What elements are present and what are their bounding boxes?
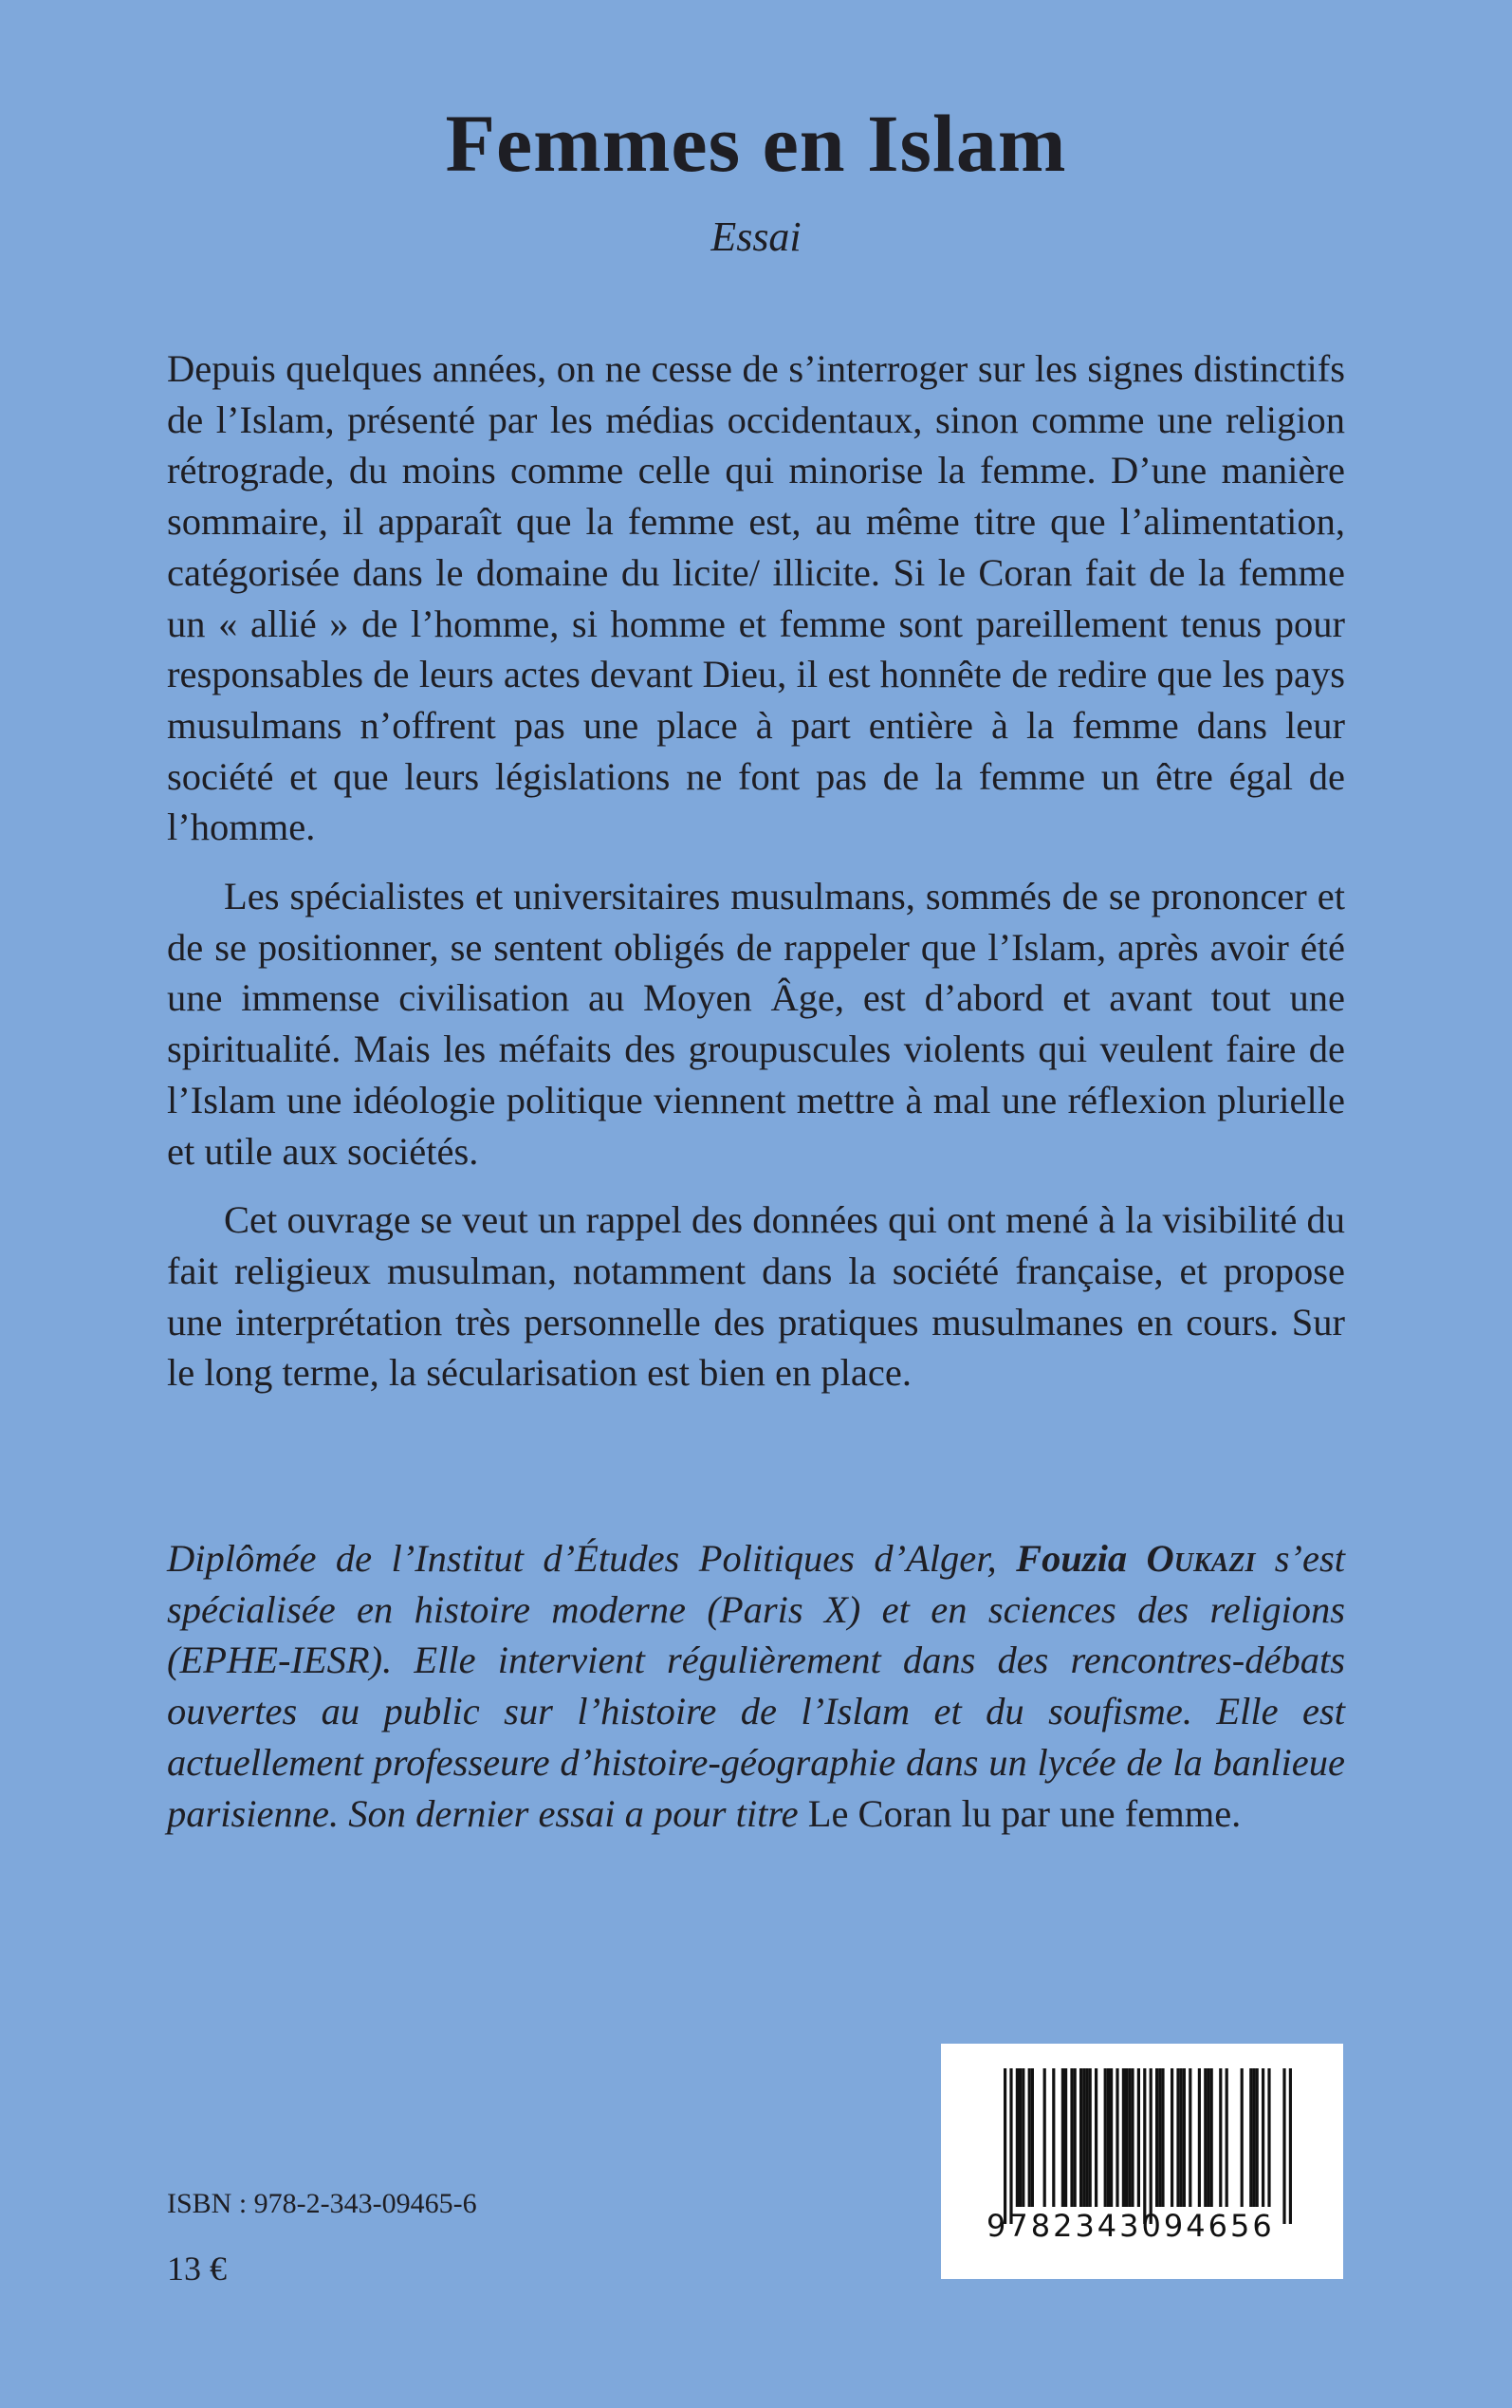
barcode-bar [1009, 2068, 1012, 2224]
barcode-bar [1022, 2068, 1024, 2207]
price-label: 13 € [167, 2250, 227, 2288]
barcode-bar [1249, 2068, 1252, 2207]
barcode-bar [1289, 2068, 1292, 2224]
barcode-bar [1019, 2068, 1022, 2207]
barcode-bar [1198, 2068, 1201, 2207]
bio-intro: Diplômée de l’Institut d’Études Politiques d’Alger, [167, 1537, 997, 1580]
barcode-bar [1064, 2068, 1067, 2207]
author-last-name: Oukazi [1146, 1537, 1256, 1580]
blurb-paragraph-3: Cet ouvrage se veut un rappel des données qui ont mené à la visibilité du fait religieux musulman, notamment dans la société française, et propose une interprétation très personnelle des pratiques musulmanes en cours. Sur le long terme, la sécularisation est bien en place. [167, 1198, 1345, 1395]
barcode-bar [1143, 2068, 1146, 2224]
blurb [167, 343, 1345, 1417]
barcode-bar [1125, 2068, 1128, 2207]
barcode-bar [1161, 2068, 1164, 2207]
barcode-bar [1043, 2068, 1046, 2207]
barcode-bar [1061, 2068, 1064, 2207]
barcode-bar [1171, 2068, 1173, 2207]
barcode-bar [1262, 2068, 1264, 2207]
barcode-bar [1210, 2068, 1213, 2207]
blurb-paragraph-2: Les spécialistes et universitaires musulmans, sommés de se prononcer et de se positionner, se sentent obligés de rappeler que l’Islam, après avoir été une immense civilisation au Moyen Âge, est d’abord et avant tout une spiritualité. Mais les méfaits des groupuscules violents qui veulent faire de l’Islam une idéologie politique viennent mettre à mal une réflexion plurielle et utile aux sociétés. [167, 875, 1345, 1173]
barcode-bar [1267, 2068, 1270, 2207]
book-subtitle: Essai [710, 213, 802, 260]
barcode-bar [1226, 2068, 1228, 2207]
barcode-bar [1028, 2068, 1031, 2207]
barcode-bar [1282, 2068, 1285, 2224]
barcode-bar [1180, 2068, 1183, 2207]
barcode-bar [1095, 2068, 1097, 2207]
barcode-bar [1207, 2068, 1209, 2207]
barcode-bar [1122, 2068, 1125, 2207]
bio-end: . [1231, 1791, 1242, 1835]
barcode-bar [1252, 2068, 1255, 2207]
barcode-bar [1158, 2068, 1161, 2207]
bio-text: s’est spécialisée en histoire moderne (Paris X) et en sciences des religions (EPHE-IESR). Elle intervient régulièrement dans des rencontres-débats ouvertes au public sur l’histoire de l’Islam et du soufisme. Elle est actuellement professeure d’histoire-géographie dans un lycée de la banlieue parisienne. Son dernier essai a pour titre [167, 1537, 1345, 1835]
barcode-digits: 9782343094656 [986, 2208, 1275, 2244]
barcode-bar [1079, 2068, 1082, 2207]
previous-book-title: Le Coran lu par une femme [807, 1791, 1232, 1835]
barcode-bar [1107, 2068, 1110, 2207]
barcode-bar [1241, 2068, 1244, 2207]
barcode-bar [1004, 2068, 1006, 2224]
book-title: Femmes en Islam [445, 98, 1067, 189]
author-name [1016, 1537, 1255, 1580]
barcode-bar [1116, 2068, 1118, 2207]
barcode-bar [1082, 2068, 1085, 2207]
author-first-name: Fouzia [1016, 1537, 1128, 1580]
barcode-bar [1176, 2068, 1179, 2207]
barcode-bar [1183, 2068, 1186, 2207]
barcode-bar [1085, 2068, 1088, 2207]
barcode-bar [1128, 2068, 1131, 2207]
barcode-bar [1016, 2068, 1019, 2207]
barcode-bar [1219, 2068, 1222, 2207]
barcode-bar [1089, 2068, 1092, 2207]
barcode-bar [1052, 2068, 1055, 2207]
barcode-bar [1150, 2068, 1152, 2224]
barcode-bar [1155, 2068, 1158, 2207]
barcode-bar [1031, 2068, 1034, 2207]
barcode-bar [1204, 2068, 1207, 2207]
barcode-bar [1137, 2068, 1140, 2207]
blurb-paragraph-1: Depuis quelques années, on ne cesse de s’interroger sur les signes distinctifs de l’Islam, présenté par les médias occidentaux, sinon comme une religion rétrograde, du moins comme celle qui minorise la femme. D’une manière sommaire, il apparaît que la femme est, au même titre que l’alimentation, catégorisée dans le domaine du licite/ illicite. Si le Coran fait de la femme un « allié » de l’homme, si homme et femme sont pareillement tenus pour responsables de leurs actes devant Dieu, il est honnête de redire que les pays musulmans n’offrent pas une place à part entière à la femme dans leur société et que leurs législations ne font pas de la femme un être égal de l’homme. [167, 347, 1345, 849]
author-bio [167, 1533, 1345, 1839]
isbn-label: ISBN : 978-2-343-09465-6 [167, 2188, 477, 2219]
barcode-bar [1074, 2068, 1077, 2207]
barcode-bar [1070, 2068, 1073, 2207]
barcode-bar [1110, 2068, 1113, 2207]
barcode-bar [1189, 2068, 1191, 2207]
barcode-bar [1104, 2068, 1107, 2207]
barcode-bar [1131, 2068, 1134, 2207]
barcode [941, 2044, 1343, 2279]
barcode-bar [1256, 2068, 1259, 2207]
